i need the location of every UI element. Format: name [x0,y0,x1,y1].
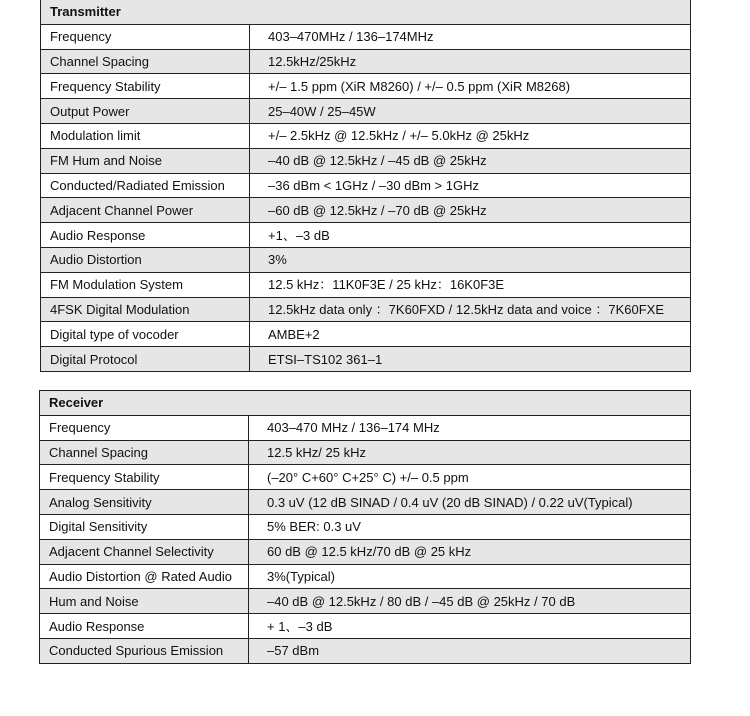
spec-value: –40 dB @ 12.5kHz / 80 dB / –45 dB @ 25kHz / 70 dB [249,589,691,614]
spec-label: Audio Response [41,223,250,248]
spec-row [40,539,691,564]
transmitter-title: Transmitter [41,0,691,24]
spec-label: Frequency [40,415,249,440]
spec-value: 3%(Typical) [249,564,691,589]
spec-row [41,173,691,198]
spec-label: Digital Protocol [41,347,250,372]
spec-row [40,638,691,663]
spec-label: Digital type of vocoder [41,322,250,347]
spec-row [41,148,691,173]
spec-value: AMBE+2 [250,322,691,347]
spec-row [41,272,691,297]
spec-row [41,223,691,248]
receiver-header-row [40,391,691,416]
spec-value: 12.5kHz/25kHz [250,49,691,74]
spec-value: 0.3 uV (12 dB SINAD / 0.4 uV (20 dB SINAD) / 0.22 uV(Typical) [249,490,691,515]
spec-value: (–20° C+60° C+25° C) +/– 0.5 ppm [249,465,691,490]
spec-label: FM Modulation System [41,272,250,297]
spec-row [41,123,691,148]
spec-row [41,99,691,124]
spec-label: Adjacent Channel Selectivity [40,539,249,564]
spec-value: 3% [250,247,691,272]
spec-row [41,297,691,322]
spec-label: Hum and Noise [40,589,249,614]
spec-value: 12.5 kHz：11K0F3E / 25 kHz：16K0F3E [250,272,691,297]
spec-label: Modulation limit [41,123,250,148]
spec-value: 5% BER: 0.3 uV [249,514,691,539]
receiver-title: Receiver [40,391,691,416]
spec-label: Analog Sensitivity [40,490,249,515]
spec-label: 4FSK Digital Modulation [41,297,250,322]
spec-label: FM Hum and Noise [41,148,250,173]
spec-label: Frequency Stability [40,465,249,490]
spec-value: –60 dB @ 12.5kHz / –70 dB @ 25kHz [250,198,691,223]
spec-value: –40 dB @ 12.5kHz / –45 dB @ 25kHz [250,148,691,173]
spec-label: Channel Spacing [40,440,249,465]
spec-value: +1、–3 dB [250,223,691,248]
spec-row [40,514,691,539]
spec-value: 403–470MHz / 136–174MHz [250,24,691,49]
spec-row [40,465,691,490]
spec-label: Conducted/Radiated Emission [41,173,250,198]
spec-label: Frequency Stability [41,74,250,99]
spec-row [41,322,691,347]
spec-value: 60 dB @ 12.5 kHz/70 dB @ 25 kHz [249,539,691,564]
spec-row [41,49,691,74]
spec-value: +/– 1.5 ppm (XiR M8260) / +/– 0.5 ppm (XiR M8268) [250,74,691,99]
spec-label: Digital Sensitivity [40,514,249,539]
spec-row [41,198,691,223]
spec-row [41,74,691,99]
spec-value: 12.5 kHz/ 25 kHz [249,440,691,465]
spec-row [40,614,691,639]
spec-row [41,24,691,49]
transmitter-spec-table [40,0,691,372]
spec-value: + 1、–3 dB [249,614,691,639]
spec-label: Conducted Spurious Emission [40,638,249,663]
spec-label: Audio Response [40,614,249,639]
receiver-spec-table [39,390,691,664]
spec-row [40,440,691,465]
spec-value: 12.5kHz data only ：7K60FXD / 12.5kHz data and voice ：7K60FXE [250,297,691,322]
spec-value: ETSI–TS102 361–1 [250,347,691,372]
spec-label: Adjacent Channel Power [41,198,250,223]
spec-value: +/– 2.5kHz @ 12.5kHz / +/– 5.0kHz @ 25kHz [250,123,691,148]
spec-label: Audio Distortion [41,247,250,272]
spec-value: 403–470 MHz / 136–174 MHz [249,415,691,440]
spec-row [40,564,691,589]
spec-row [41,347,691,372]
spec-value: –36 dBm < 1GHz / –30 dBm > 1GHz [250,173,691,198]
spec-value: 25–40W / 25–45W [250,99,691,124]
spec-value: –57 dBm [249,638,691,663]
transmitter-header-row [41,0,691,24]
spec-label: Channel Spacing [41,49,250,74]
spec-row [40,589,691,614]
spec-row [40,415,691,440]
spec-label: Audio Distortion @ Rated Audio [40,564,249,589]
spec-row [41,247,691,272]
spec-row [40,490,691,515]
spec-label: Frequency [41,24,250,49]
spec-label: Output Power [41,99,250,124]
